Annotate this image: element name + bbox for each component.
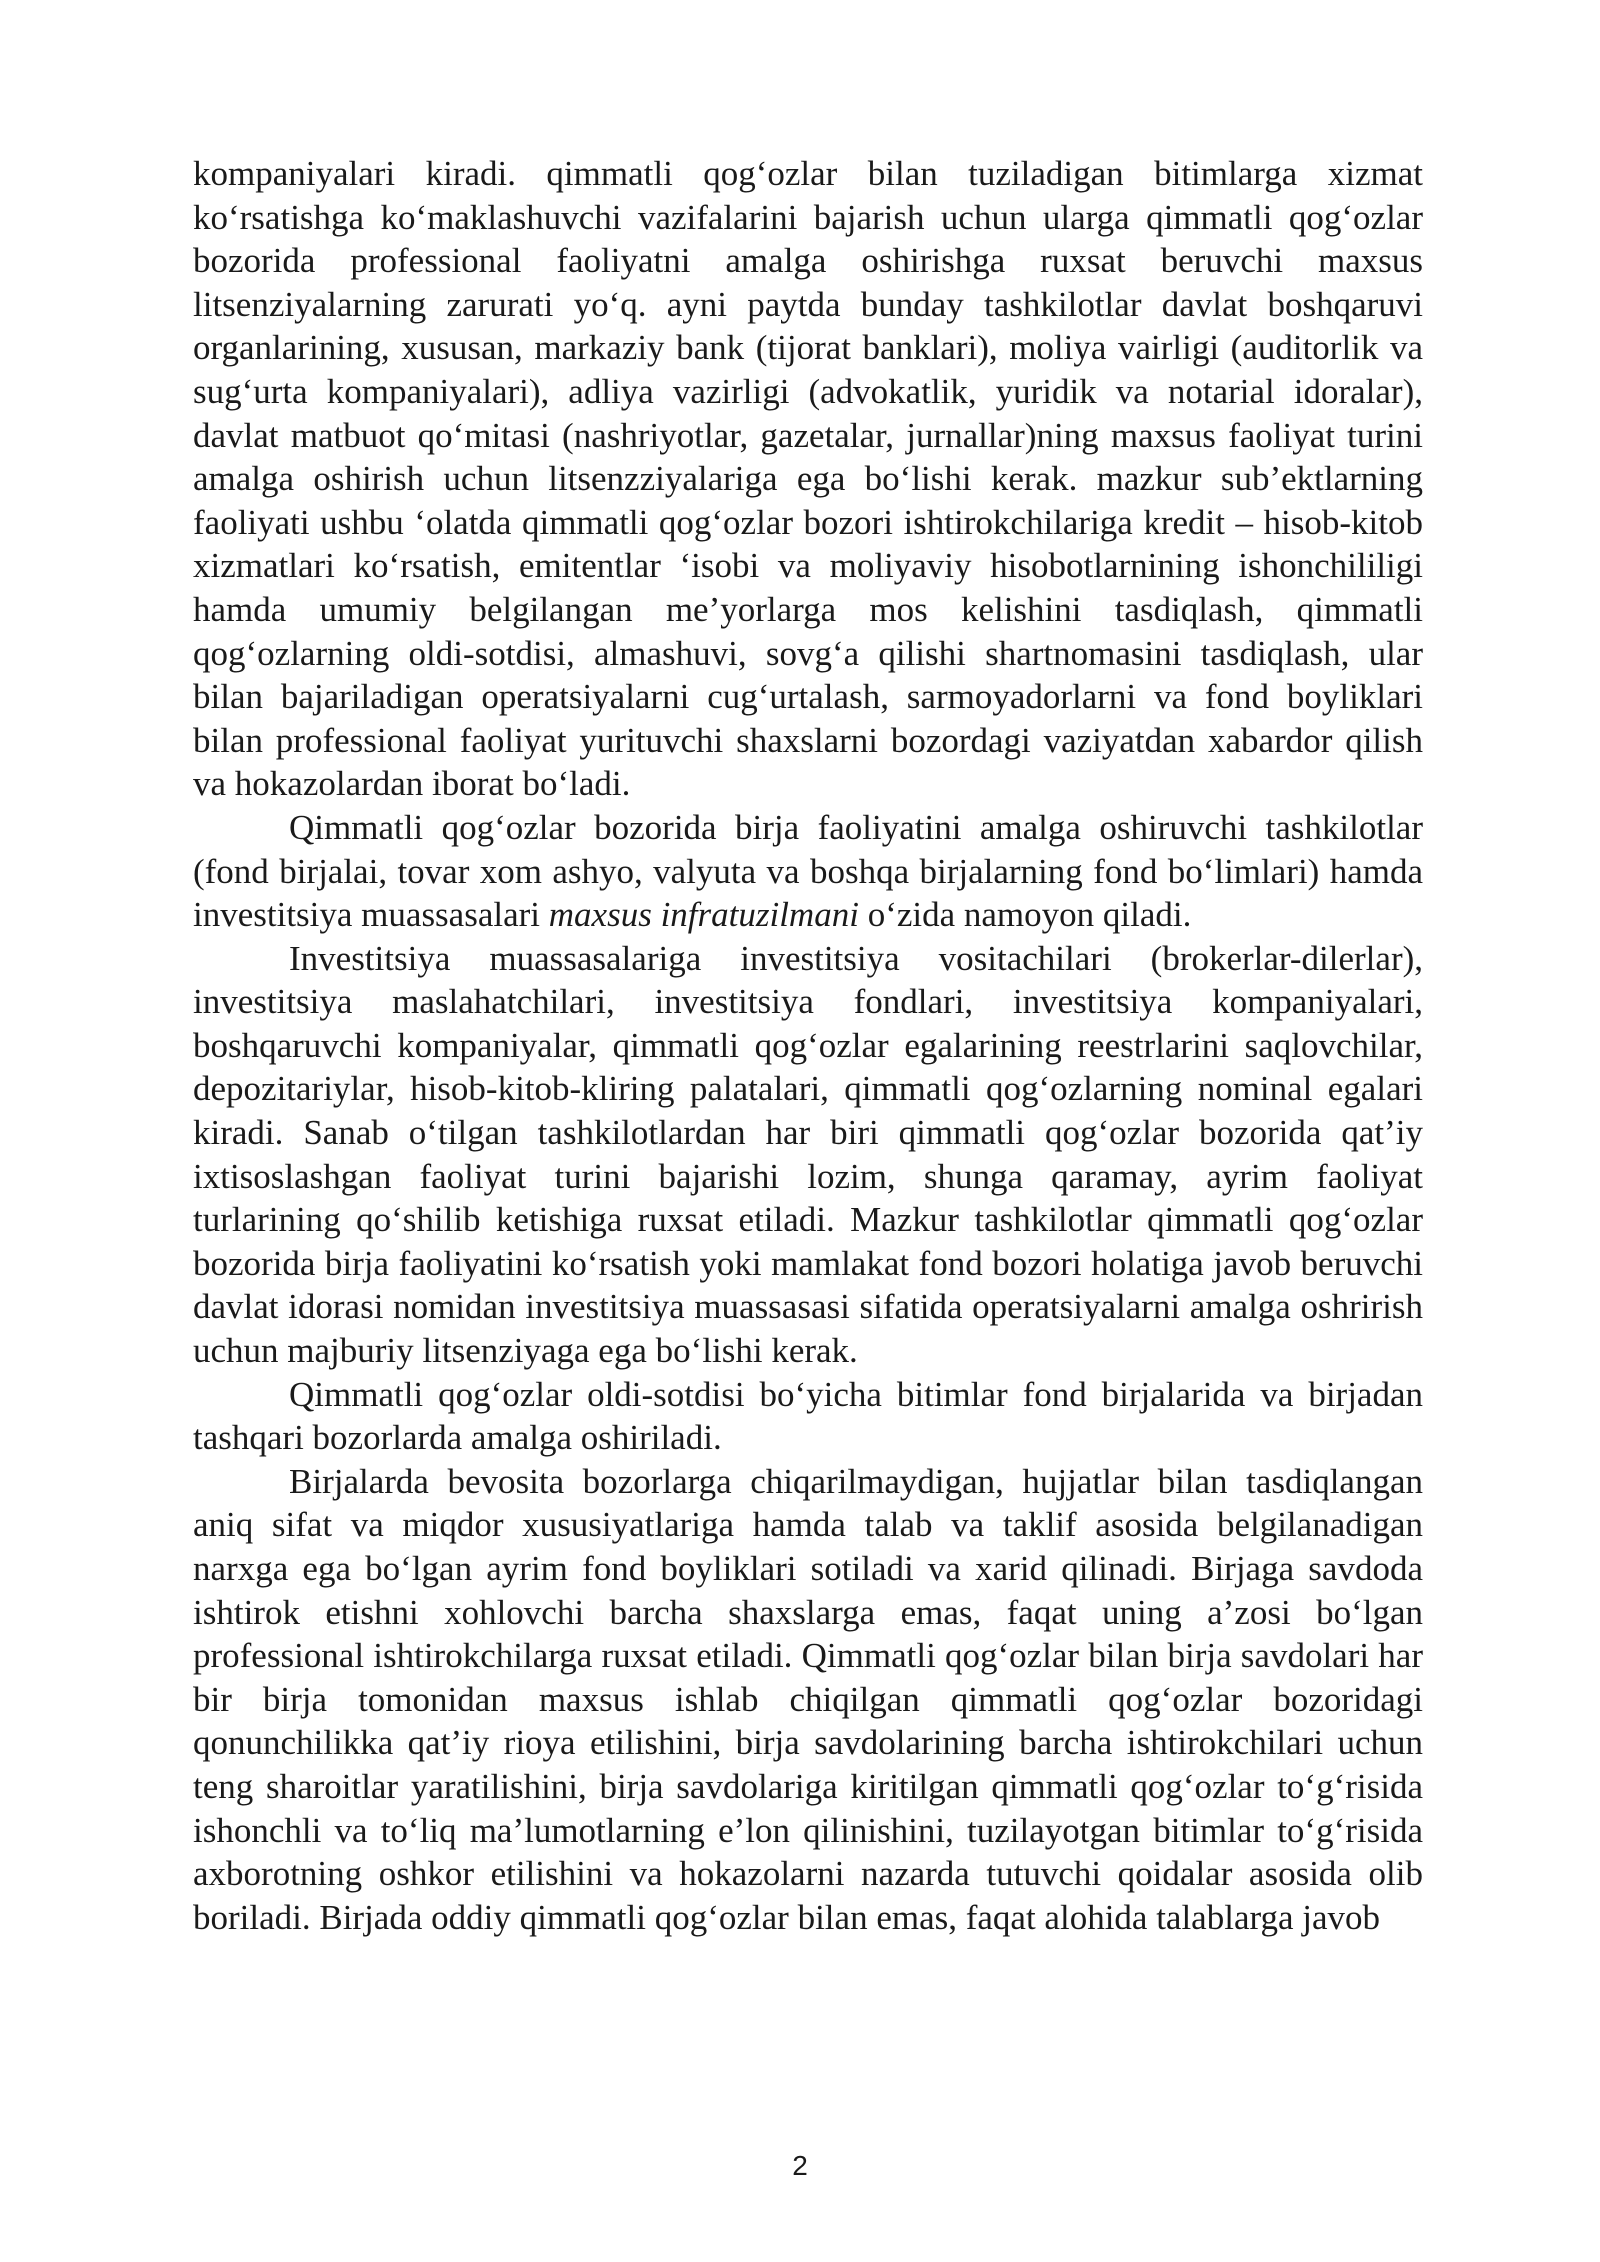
paragraph-1: kompaniyalari kiradi. qimmatli qog‘ozlar bilan tuziladigan bitimlarga xizmat ko‘rsatishga ko‘maklashuvchi vazifalarini bajarish uchun ularga qimmatli qog‘ozlar bozorida professional faoliyatni amalga oshirishga ruxsat beruvchi maxsus litsenziyalarning zarurati yo‘q. ayni paytda bunday tashkilotlar davlat boshqaruvi organlarining, xususan, markaziy bank (tijorat banklari), moliya vairligi (auditorlik va sug‘urta kompaniyalari), adliya vazirligi (advokatlik, yuridik va notarial idoralar), davlat matbuot qo‘mitasi (nashriyotlar, gazetalar, jurnallar)ning maxsus faoliyat turini amalga oshirish uchun litsenzziyalariga ega bo‘lishi kerak. mazkur sub’ektlarning faoliyati ushbu ‘olatda qimmatli qog‘ozlar bozori ishtirokchilariga kredit – hisob-kitob xizmatlari ko‘rsatish, emitentlar ‘isobi va moliyaviy hisobotlarnining ishonchililigi hamda umumiy belgilangan me’yorlarga mos kelishini tasdiqlash, qimmatli qog‘ozlarning oldi-sotdisi, almashuvi, sovg‘a qilishi shartnomasini tasdiqlash, ular bilan bajariladigan operatsiyalarni cug‘urtalash, sarmoyadorlarni va fond boyliklari bilan professional faoliyat yurituvchi shaxslarni bozordagi vaziyatdan xabardor qilish va hokazolardan iborat bo‘ladi. bbox=[193, 154, 1423, 804]
page-number: 2 bbox=[792, 2150, 808, 2181]
paragraph-2-text-before: Qimmatli qog‘ozlar bozorida birja faoliyatini amalga oshiruvchi tashkilotlar (fond birjalai, tovar xom ashyo, valyuta va boshqa birjalarning fond bo‘limlari) hamda investitsiya muassasalari bbox=[193, 807, 1423, 935]
paragraph-2-text-after: o‘zida namoyon qiladi. bbox=[858, 895, 1192, 935]
paragraph-5: Birjalarda bevosita bozorlarga chiqarilmaydigan, hujjatlar bilan tasdiqlangan aniq sifat va miqdor xususiyatlariga hamda talab va taklif asosida belgilanadigan narxga ega bo‘lgan ayrim fond boyliklari sotiladi va xarid qilinadi. Birjaga savdoda ishtirok etishni xohlovchi barcha shaxslarga emas, faqat uning a’zosi bo‘lgan professional ishtirokchilarga ruxsat etiladi. Qimmatli qog‘ozlar bilan birja savdolari har bir birja tomonidan maxsus ishlab chiqilgan qimmatli qog‘ozlar bozoridagi qonunchilikka qat’iy rioya etilishini, birja savdolarining barcha ishtirokchilari uchun teng sharoitlar yaratilishini, birja savdolariga kiritilgan qimmatli qog‘ozlar to‘g‘risida ishonchli va to‘liq ma’lumotlarning e’lon qilinishini, tuzilayotgan bitimlar to‘g‘risida axborotning oshkor etilishini va hokazolarni nazarda tutuvchi qoidalar asosida olib boriladi. Birjada oddiy qimmatli qog‘ozlar bilan emas, faqat alohida talablarga javob bbox=[193, 1461, 1423, 1937]
paragraph-2-italic-term: maxsus infratuzilmani bbox=[548, 895, 859, 935]
paragraph-2 bbox=[193, 806, 1423, 937]
paragraph-4: Qimmatli qog‘ozlar oldi-sotdisi bo‘yicha bitimlar fond birjalarida va birjadan tashqari bozorlarda amalga oshiriladi. bbox=[193, 1374, 1423, 1458]
paragraph-3: Investitsiya muassasalariga investitsiya vositachilari (brokerlar-dilerlar), investitsiya maslahatchilari, investitsiya fondlari, investitsiya kompaniyalari, boshqaruvchi kompaniyalar, qimmatli qog‘ozlar egalarining reestrlarini saqlovchilar, depozitariylar, hisob-kitob-kliring palatalari, qimmatli qog‘ozlarning nominal egalari kiradi. Sanab o‘tilgan tashkilotlardan har biri qimmatli qog‘ozlar bozorida qat’iy ixtisoslashgan faoliyat turini bajarishi lozim, shunga qaramay, ayrim faoliyat turlarining qo‘shilib ketishiga ruxsat etiladi. Mazkur tashkilotlar qimmatli qog‘ozlar bozorida birja faoliyatini ko‘rsatish yoki mamlakat fond bozori holatiga javob beruvchi davlat idorasi nomidan investitsiya muassasasi sifatida operatsiyalarni amalga oshrirish uchun majburiy litsenziyaga ega bo‘lishi kerak. bbox=[193, 938, 1423, 1371]
document-body bbox=[193, 152, 1423, 1939]
